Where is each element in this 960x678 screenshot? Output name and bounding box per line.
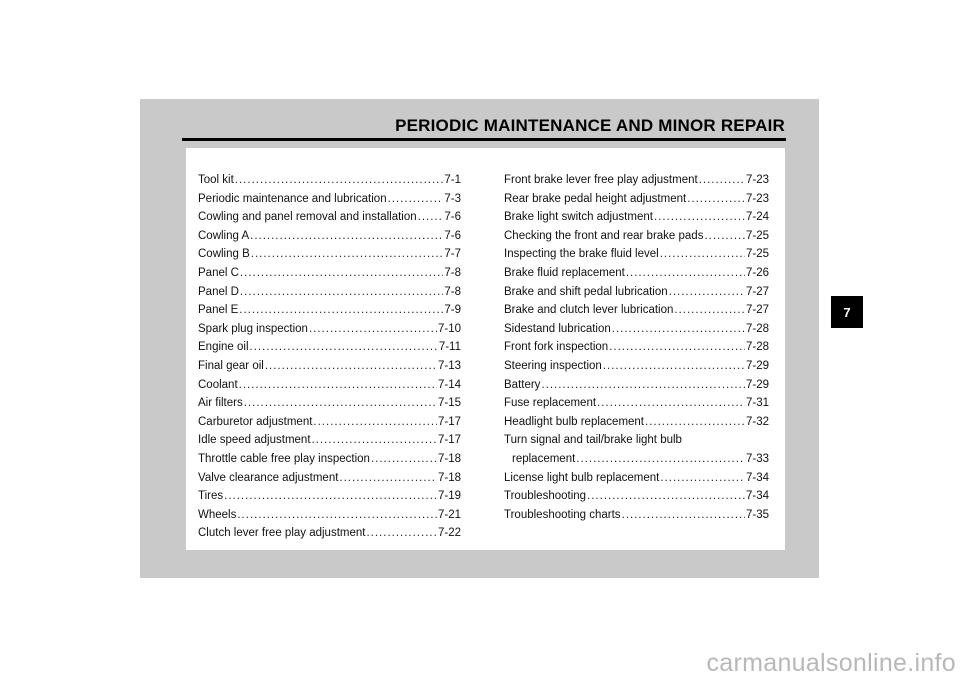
toc-item[interactable] [198,171,461,190]
toc-item-label: Troubleshooting charts [504,508,621,521]
toc-item[interactable] [198,357,461,376]
toc-item-page: 7-11 [438,341,461,354]
toc-leader-dots [250,227,443,246]
toc-item[interactable] [504,431,769,468]
toc-leader-dots [265,357,437,376]
toc-item[interactable] [504,264,769,283]
toc-leader-dots [674,301,745,320]
toc-item-label: Idle speed adjustment [198,434,311,447]
toc-item-page: 7-24 [745,211,769,224]
toc-item-label: Air filters [198,397,243,410]
toc-item-page: 7-35 [745,508,769,521]
toc-item-label: Carburetor adjustment [198,415,313,428]
toc-item[interactable] [504,469,769,488]
toc-item-label: Cowling and panel removal and installation [198,211,417,224]
toc-item[interactable] [504,208,769,227]
toc-item-page: 7-17 [437,415,461,428]
toc-item-label: Troubleshooting [504,490,587,503]
toc-leader-dots [669,283,745,302]
toc-item-label: Checking the front and rear brake pads [504,229,704,242]
toc-item-label: Sidestand lubrication [504,322,611,335]
toc-item-label: Brake fluid replacement [504,266,625,279]
toc-leader-dots [704,227,745,246]
toc-item-page: 7-9 [444,304,461,317]
toc-item-label: Throttle cable free play inspection [198,452,370,465]
toc-item-label: Cowling B [198,248,250,261]
toc-item-label: Panel D [198,285,239,298]
toc-item-label: Spark plug inspection [198,322,308,335]
toc-item[interactable] [198,283,461,302]
toc-item-page: 7-23 [745,192,769,205]
watermark-text: carmanualsonline.info [706,649,956,677]
toc-leader-dots [235,171,444,190]
toc-leader-dots [645,413,745,432]
toc-leader-dots [687,190,745,209]
toc-item[interactable] [198,227,461,246]
toc-item[interactable] [504,283,769,302]
toc-item-page: 7-18 [437,452,461,465]
toc-item-label: Headlight bulb replacement [504,415,645,428]
toc-item-label: Panel E [198,304,239,317]
toc-item-page: 7-28 [745,322,769,335]
toc-item[interactable] [198,376,461,395]
chapter-tab[interactable]: 7 [831,296,863,328]
toc-leader-dots [603,357,745,376]
toc-item-label: Clutch lever free play adjustment [198,527,366,540]
toc-item-label: Brake and shift pedal lubrication [504,285,668,298]
toc-item[interactable] [198,487,461,506]
toc-item-label: Wheels [198,508,237,521]
toc-item-label: Steering inspection [504,359,602,372]
toc-leader-dots [418,208,444,227]
toc-item[interactable] [198,431,461,450]
toc-leader-dots [239,376,437,395]
toc-leader-dots [240,264,443,283]
toc-item-page: 7-27 [745,304,769,317]
toc-leader-dots [371,450,437,469]
toc-item[interactable] [198,320,461,339]
toc-right-column [504,171,769,524]
toc-item-label: Brake and clutch lever lubrication [504,304,674,317]
toc-item-label: Cowling A [198,229,250,242]
toc-item-page: 7-31 [745,397,769,410]
toc-item[interactable] [504,376,769,395]
toc-item[interactable] [198,469,461,488]
toc-leader-dots [576,450,745,469]
toc-leader-dots [309,320,437,339]
toc-item-label: Front brake lever free play adjustment [504,174,698,186]
toc-item[interactable] [504,245,769,264]
toc-item-page: 7-1 [444,174,461,186]
toc-item-page: 7-18 [437,471,461,484]
toc-leader-dots [609,338,745,357]
toc-item-label: Tires [198,490,224,503]
toc-item-page: 7-6 [444,211,461,224]
toc-item-page: 7-28 [745,341,769,354]
toc-item[interactable] [504,338,769,357]
toc-item[interactable] [504,394,769,413]
page-title: PERIODIC MAINTENANCE AND MINOR REPAIR [395,116,785,135]
toc-item-page: 7-29 [745,359,769,372]
toc-item-label: Fuse replacement [504,397,597,410]
toc-item-label: Battery [504,378,541,391]
toc-item-page: 7-6 [444,229,461,242]
toc-item[interactable] [504,227,769,246]
toc-leader-dots [587,487,745,506]
toc-item-page: 7-25 [745,248,769,261]
toc-item[interactable] [198,394,461,413]
toc-item-label: Coolant [198,378,238,391]
toc-item-page: 7-8 [444,285,461,298]
toc-item[interactable] [198,264,461,283]
toc-item-page: 7-26 [745,266,769,279]
toc-item-label: License light bulb replacement [504,471,660,484]
toc-item[interactable] [198,208,461,227]
toc-leader-dots [250,338,438,357]
toc-item[interactable] [198,524,461,543]
toc-item-page: 7-7 [444,248,461,261]
toc-leader-dots [312,431,437,450]
toc-leader-dots [224,487,437,506]
toc-item-page: 7-23 [745,174,769,186]
toc-item[interactable] [504,190,769,209]
toc-item-label: Valve clearance adjustment [198,471,339,484]
toc-item-page: 7-21 [437,508,461,521]
toc-leader-dots [541,376,745,395]
toc-item-label: Tool kit [198,174,234,186]
toc-leader-dots [244,394,437,413]
toc-item-label: Turn signal and tail/brake light bulb [504,434,682,447]
toc-item-page: 7-34 [745,471,769,484]
toc-item-label: Final gear oil [198,359,264,372]
toc-item-page: 7-15 [437,397,461,410]
toc-item-page: 7-29 [745,378,769,391]
toc-leader-dots [626,264,745,283]
toc-item-page: 7-13 [437,359,461,372]
toc-item-label: Inspecting the brake fluid level [504,248,659,261]
toc-leader-dots [239,301,443,320]
toc-leader-dots [597,394,745,413]
toc-leader-dots [240,283,443,302]
toc-leader-dots [237,506,437,525]
toc-leader-dots [366,524,437,543]
toc-item[interactable] [504,487,769,506]
toc-leader-dots [251,245,444,264]
toc-item[interactable] [198,190,461,209]
toc-item[interactable] [504,320,769,339]
toc-item-page: 7-17 [437,434,461,447]
toc-leader-dots [612,320,745,339]
toc-item-page: 7-14 [437,378,461,391]
toc-item-label: Periodic maintenance and lubrication [198,192,387,205]
toc-leader-dots [388,190,444,209]
toc-item-label: Engine oil [198,341,249,354]
toc-item[interactable] [198,413,461,432]
toc-leader-dots [622,506,745,525]
toc-item-label-continued: replacement [512,452,576,465]
toc-item[interactable] [198,338,461,357]
toc-item[interactable] [504,357,769,376]
toc-item-label: Brake light switch adjustment [504,211,653,224]
toc-item-page: 7-33 [745,452,769,465]
toc-item-page: 7-25 [745,229,769,242]
toc-item-page: 7-8 [444,266,461,279]
title-underline [182,138,786,141]
toc-item-page: 7-27 [745,285,769,298]
toc-leader-dots [339,469,437,488]
toc-item[interactable] [504,506,769,525]
toc-item[interactable] [198,506,461,525]
toc-item[interactable] [504,413,769,432]
toc-item-label: Panel C [198,266,239,279]
toc-leader-dots [699,171,745,190]
toc-item-page: 7-34 [745,490,769,503]
toc-item-page: 7-10 [437,322,461,335]
toc-item-page: 7-22 [437,527,461,540]
toc-leader-dots [654,208,745,227]
toc-leader-dots [660,469,745,488]
toc-item-page: 7-32 [745,415,769,428]
toc-item-label: Rear brake pedal height adjustment [504,192,687,205]
toc-item-page: 7-3 [444,192,461,205]
toc-item[interactable] [198,245,461,264]
toc-item[interactable] [504,301,769,320]
toc-item-page: 7-19 [437,490,461,503]
toc-left-column [198,171,461,543]
toc-leader-dots [660,245,745,264]
toc-item-label: Front fork inspection [504,341,609,354]
toc-leader-dots [313,413,437,432]
toc-item[interactable] [198,301,461,320]
toc-item[interactable] [504,171,769,190]
toc-item[interactable] [198,450,461,469]
